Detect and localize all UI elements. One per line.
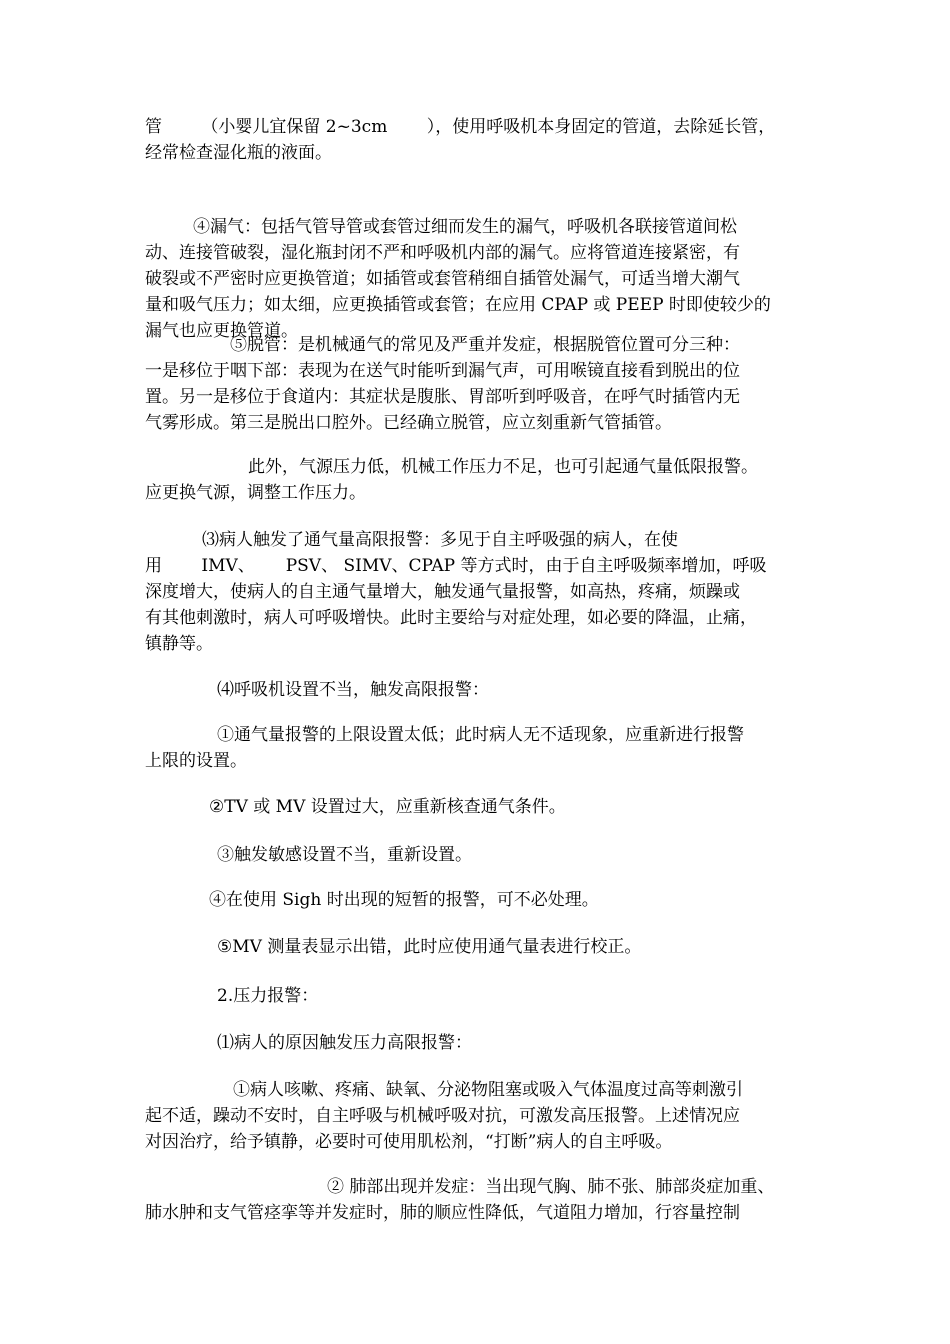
text-line: 置。另一是移位于食道内：其症状是腹胀、胃部听到呼吸音，在呼气时插管内无: [145, 387, 740, 407]
text-line: 管 （小婴儿宜保留 2~3cm ），使用呼吸机本身固定的管道，去除延长管，: [145, 117, 776, 137]
paragraph-trigger-sensitivity: [145, 842, 810, 868]
text-line: 动、连接管破裂，湿化瓶封闭不严和呼吸机内部的漏气。应将管道连接紧密，有: [145, 243, 740, 263]
text-line: ⑤MV 测量表显示出错，此时应使用通气量表进行校正。: [217, 937, 642, 957]
text-line: 镇静等。: [145, 634, 213, 654]
heading-pressure-alarm: [145, 983, 810, 1009]
text-line: 漏气也应更换管道。: [145, 321, 298, 341]
text-line: 气雾形成。第三是脱出口腔外。已经确立脱管，应立刻重新气管插管。: [145, 413, 672, 433]
text-line: ③触发敏感设置不当，重新设置。: [217, 845, 472, 865]
text-line: 起不适，躁动不安时，自主呼吸与机械呼吸对抗，可激发高压报警。上述情况应: [145, 1106, 740, 1126]
paragraph-extubation: [145, 332, 810, 436]
text-line: 有其他刺激时，病人可呼吸增快。此时主要给与对症处理，如必要的降温，止痛，: [145, 608, 757, 628]
text-line: 深度增大，使病人的自主通气量增大，触发通气量报警，如高热，疼痛，烦躁或: [145, 582, 740, 602]
text-line: ①通气量报警的上限设置太低；此时病人无不适现象，应重新进行报警: [217, 725, 744, 745]
paragraph-lung-complications: [145, 1174, 810, 1226]
text-line: 经常检查湿化瓶的液面。: [145, 143, 332, 163]
paragraph-gas-source: [145, 454, 810, 506]
paragraph-sigh: [145, 887, 810, 913]
paragraph-cough-pain: [145, 1077, 810, 1155]
heading-ventilator-settings: [145, 677, 810, 703]
paragraph-air-leak: [145, 214, 810, 344]
text-line: 上限的设置。: [145, 751, 247, 771]
text-line: ⑴病人的原因触发压力高限报警：: [217, 1033, 472, 1053]
text-line: ④漏气：包括气管导管或套管过细而发生的漏气，呼吸机各联接管道间松: [193, 217, 737, 237]
text-line: ⑷呼吸机设置不当，触发高限报警：: [217, 680, 489, 700]
text-line: 一是移位于咽下部：表现为在送气时能听到漏气声，可用喉镜直接看到脱出的位: [145, 361, 740, 381]
paragraph-high-volume-alarm: [145, 527, 810, 657]
text-line: ②TV 或 MV 设置过大，应重新核查通气条件。: [209, 797, 566, 817]
text-line: ② 肺部出现并发症：当出现气胸、肺不张、肺部炎症加重、: [327, 1177, 775, 1197]
text-line: 2.压力报警：: [217, 986, 319, 1006]
text-line: 用 IMV、 PSV、 SIMV、CPAP 等方式时，由于自主呼吸频率增加，呼吸: [145, 556, 767, 576]
paragraph-tube-fixing: [145, 114, 810, 166]
heading-patient-pressure-alarm: [145, 1030, 810, 1056]
text-line: 应更换气源，调整工作压力。: [145, 483, 366, 503]
text-line: 肺水肿和支气管痉挛等并发症时，肺的顺应性降低，气道阻力增加，行容量控制: [145, 1203, 740, 1223]
text-line: ①病人咳嗽、疼痛、缺氧、分泌物阻塞或吸入气体温度过高等刺激引: [233, 1080, 743, 1100]
text-line: 量和吸气压力；如太细，应更换插管或套管；在应用 CPAP 或 PEEP 时即使较少的: [145, 295, 771, 315]
text-line: 破裂或不严密时应更换管道；如插管或套管稍细自插管处漏气，可适当增大潮气: [145, 269, 740, 289]
text-line: 对因治疗，给予镇静，必要时可使用肌松剂，“打断”病人的自主呼吸。: [145, 1132, 673, 1152]
paragraph-tv-mv: [145, 794, 810, 820]
text-line: ⑶病人触发了通气量高限报警：多见于自主呼吸强的病人，在使: [202, 530, 678, 550]
text-line: 此外，气源压力低，机械工作压力不足，也可引起通气量低限报警。: [248, 457, 758, 477]
paragraph-upper-limit: [145, 722, 810, 774]
text-line: ④在使用 Sigh 时出现的短暂的报警，可不必处理。: [209, 890, 599, 910]
paragraph-mv-meter: [145, 934, 810, 960]
text-line: ⑤脱管：是机械通气的常见及严重并发症，根据脱管位置可分三种：: [230, 335, 740, 355]
